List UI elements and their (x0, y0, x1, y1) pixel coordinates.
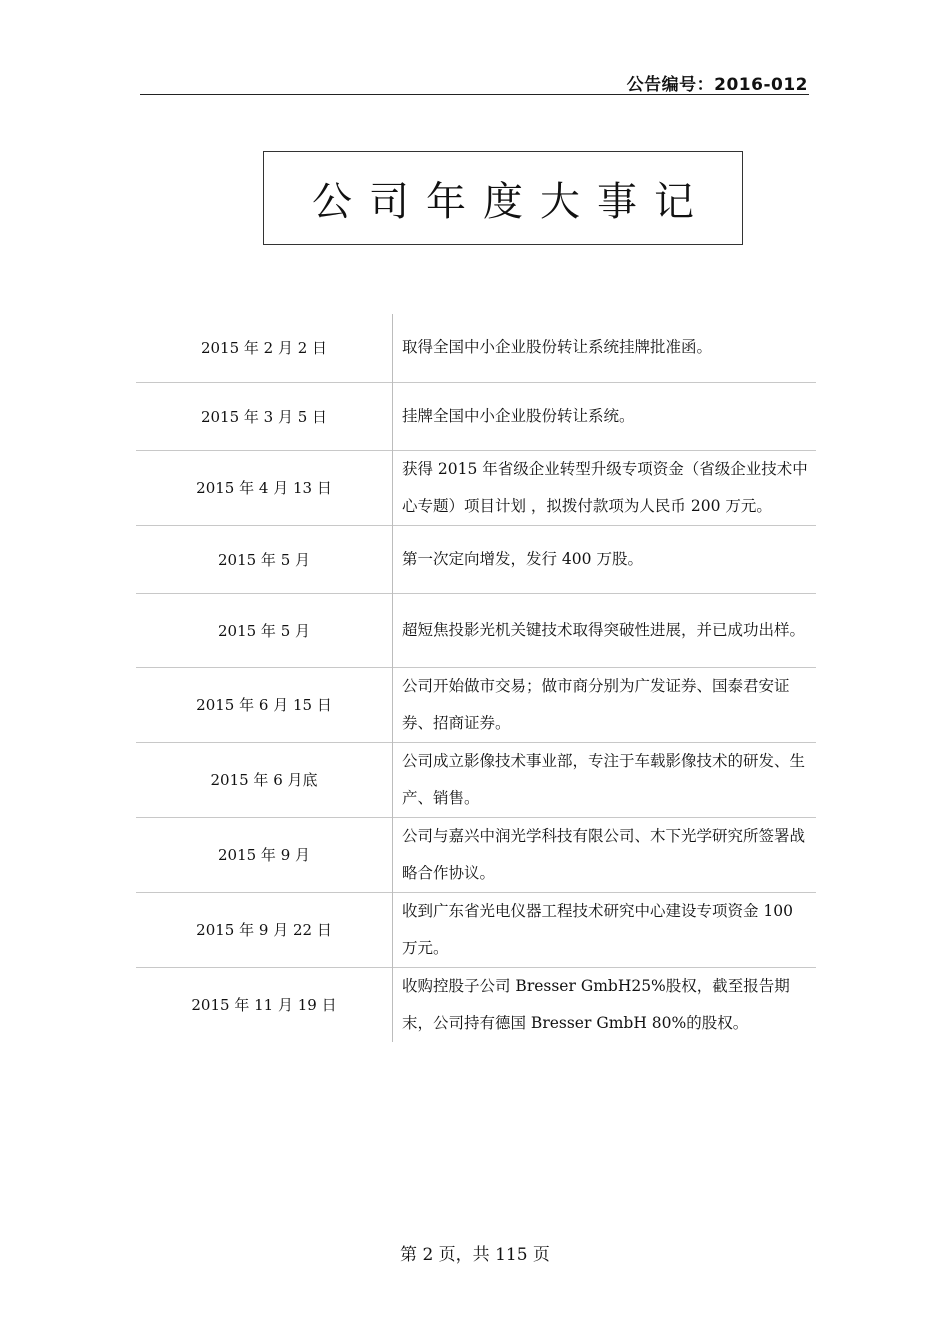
table-row (136, 967, 816, 1042)
event-date: 2015 年 2 月 2 日 (136, 314, 393, 382)
table-row (136, 382, 816, 450)
table-row (136, 593, 816, 667)
page-number: 第 2 页，共 115 页 (400, 1245, 550, 1265)
event-description: 获得 2015 年省级企业转型升级专项资金（省级企业技术中心专题）项目计划 ，拟拨付款项为人民币 200 万元。 (393, 450, 817, 525)
table-row (136, 450, 816, 525)
table-row (136, 667, 816, 742)
event-description: 收购控股子公司 Bresser GmbH25%股权，截至报告期末，公司持有德国 Bresser GmbH 80%的股权。 (393, 967, 817, 1042)
event-date: 2015 年 4 月 13 日 (136, 450, 393, 525)
table-row (136, 892, 816, 967)
event-description: 公司开始做市交易；做市商分别为广发证券、国泰君安证券、招商证券。 (393, 667, 817, 742)
event-date: 2015 年 11 月 19 日 (136, 967, 393, 1042)
title-box (263, 151, 743, 245)
event-description: 公司与嘉兴中润光学科技有限公司、木下光学研究所签署战略合作协议。 (393, 817, 817, 892)
event-description: 取得全国中小企业股份转让系统挂牌批准函。 (402, 338, 713, 357)
event-description: 公司成立影像技术事业部，专注于车载影像技术的研发、生产、销售。 (393, 742, 817, 817)
table-row (136, 314, 816, 382)
table-row (136, 817, 816, 892)
page-title: 公司年度大事记 (312, 178, 711, 225)
event-description: 超短焦投影光机关键技术取得突破性进展，并已成功出样。 (393, 593, 817, 667)
event-description: 收到广东省光电仪器工程技术研究中心建设专项资金 100 万元。 (393, 892, 817, 967)
announcement-number: 公告编号：2016-012 (626, 75, 808, 95)
event-date: 2015 年 6 月底 (136, 742, 393, 817)
event-date: 2015 年 9 月 22 日 (136, 892, 393, 967)
event-description: 第一次定向增发，发行 400 万股。 (393, 525, 817, 593)
event-date: 2015 年 9 月 (136, 817, 393, 892)
event-date: 2015 年 5 月 (136, 593, 393, 667)
table-row (136, 525, 816, 593)
events-table (136, 314, 816, 1042)
table-row (136, 742, 816, 817)
event-date: 2015 年 3 月 5 日 (136, 382, 393, 450)
event-date: 2015 年 5 月 (136, 525, 393, 593)
header-rule (140, 94, 809, 95)
event-date: 2015 年 6 月 15 日 (136, 667, 393, 742)
event-description: 挂牌全国中小企业股份转让系统。 (393, 382, 817, 450)
